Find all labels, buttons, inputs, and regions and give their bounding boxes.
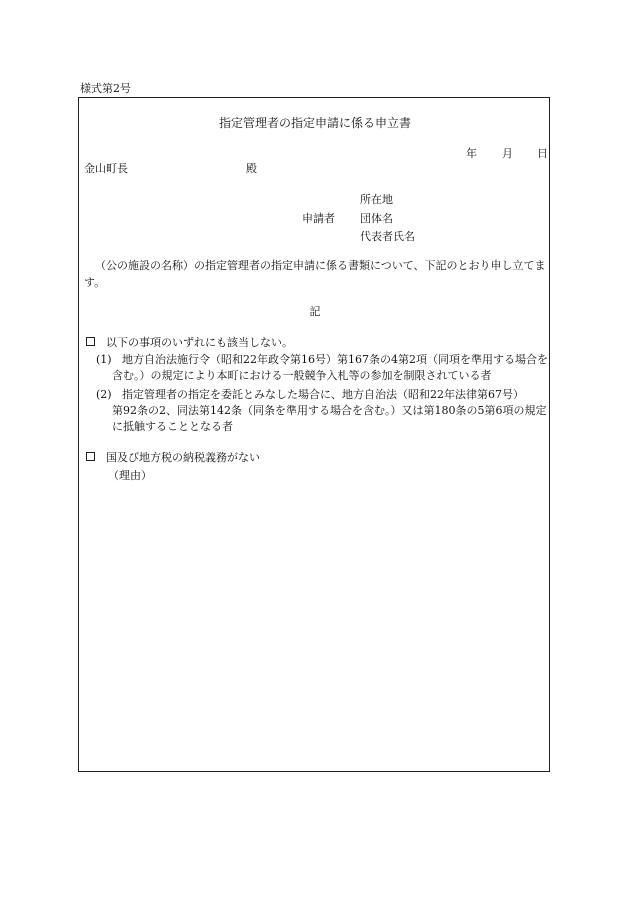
declaration-body: （公の施設の名称）の指定管理者の指定申請に係る書類について、下記のとおり申し立てます。: [84, 259, 546, 289]
condition-item-2-number: (2): [96, 388, 112, 401]
applicant-label: 申請者: [302, 212, 335, 225]
condition-item-1-number: (1): [96, 353, 112, 366]
honorific: 殿: [246, 162, 257, 175]
ki-heading: 記: [309, 305, 321, 318]
condition-item-1-text: [112, 352, 548, 384]
representative-field-label: 代表者氏名: [360, 230, 415, 243]
condition-item-1-line-1: 地方自治法施行令（昭和22年政令第16号）第167条の4第2項（同項を準用する場合を: [122, 353, 548, 366]
form-number: 様式第2号: [80, 82, 131, 95]
no-tax-obligation-label: 国及び地方税の納税義務がない: [106, 451, 260, 464]
no-tax-obligation-checkbox[interactable]: [86, 452, 95, 461]
reason-label: （理由）: [108, 469, 152, 482]
condition-item-1-line-2: 含む。）の規定により本町における一般競争入札等の参加を制限されている者: [112, 369, 492, 382]
not-applicable-label: 以下の事項のいずれにも該当しない。: [106, 336, 293, 349]
address-field-label: 所在地: [360, 193, 393, 206]
condition-item-2-line-2: 第92条の2、同法第142条（同条を準用する場合を含む。）又は第180条の5第6項の規定: [112, 404, 547, 417]
condition-item-2-text: [112, 387, 548, 435]
condition-item-2-line-3: に抵触することとなる者: [112, 420, 233, 433]
date-month-label: 月: [502, 147, 513, 160]
addressee: 金山町長: [84, 162, 128, 175]
condition-item-2-line-1: 指定管理者の指定を委託とみなした場合に、地方自治法（昭和22年法律第67号）: [122, 388, 524, 401]
document-title: 指定管理者の指定申請に係る申立書: [218, 116, 411, 130]
date-day-label: 日: [537, 147, 548, 160]
not-applicable-checkbox[interactable]: [86, 337, 95, 346]
date-year-label: 年: [466, 147, 477, 160]
organization-field-label: 団体名: [360, 212, 393, 225]
